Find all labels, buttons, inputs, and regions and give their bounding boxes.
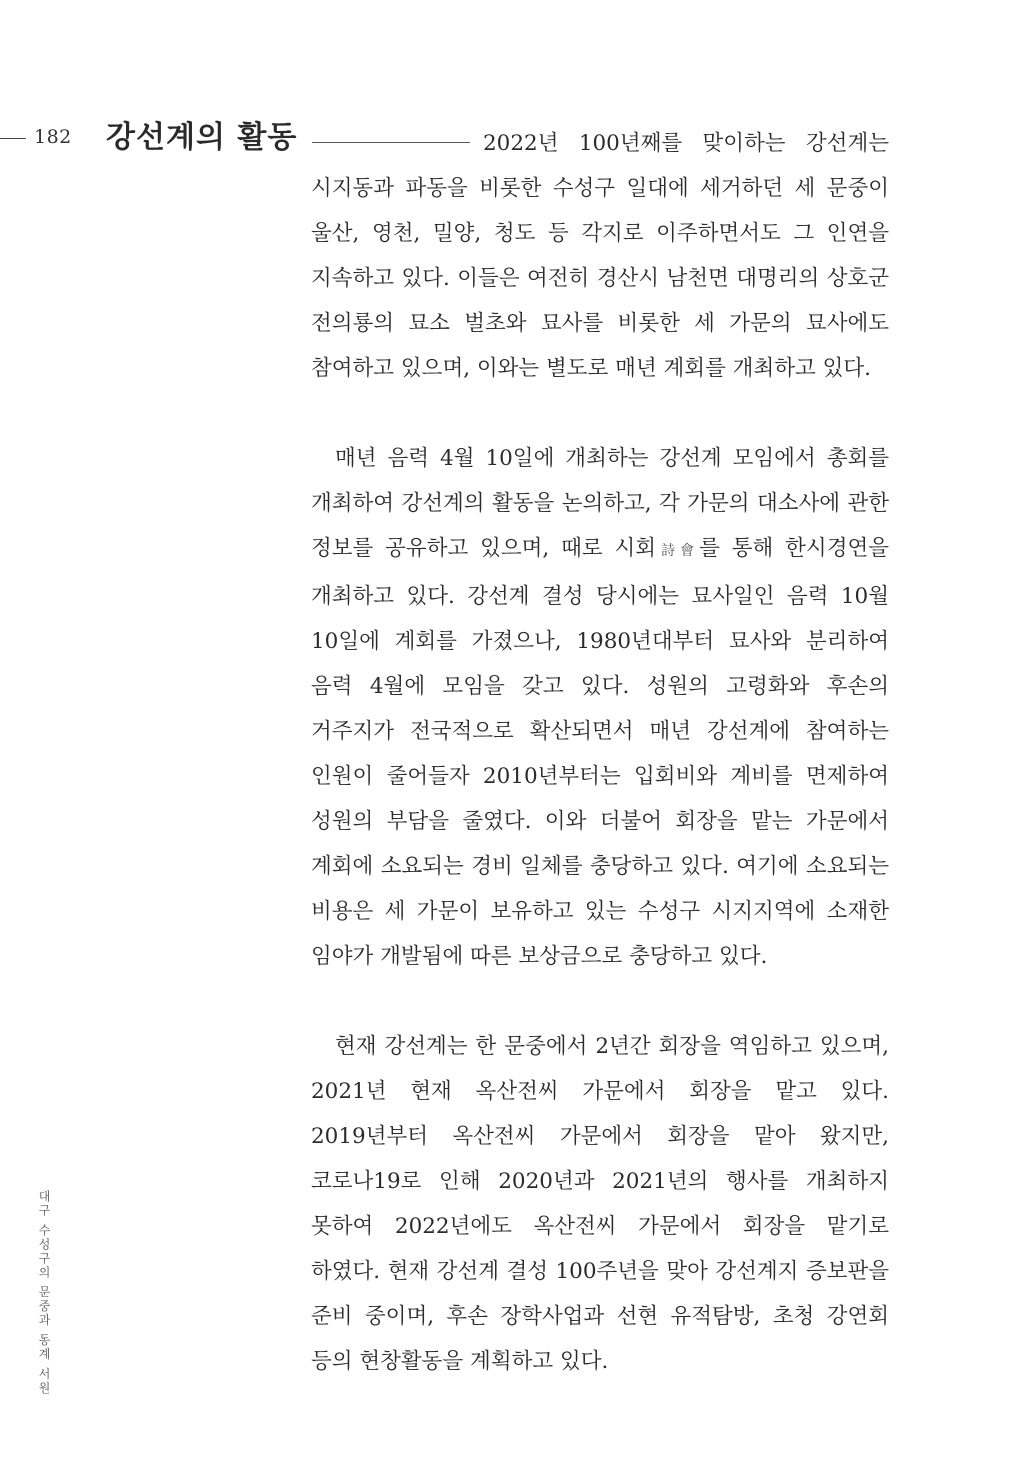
page-number-rule — [0, 138, 26, 139]
paragraph-gap — [311, 391, 889, 436]
side-caption: 대구 수성구의 문중과 동계 서원 — [37, 1190, 51, 1396]
paragraph-2-text-b: 를 통해 한시경연을 개최하고 있다. 강선계 결성 당시에는 묘사일인 음력 10월 10일에 계회를 가졌으나, 1980년대부터 묘사와 분리하여 음력 4월에 모임을 갖고 있다. 성원의 고령화와 후손의 거주지가 전국적으로 확산되면서 매년 강선계에 참여하는 인원이 줄어들자 2010년부터는 입회비와 계비를 면제하여 성원의 부담을 줄였다. 이와 더불어 회장을 맡는 가문에서 계회에 소요되는 경비 일체를 충당하고 있다. 여기에 소요되는 비용은 세 가문이 보유하고 있는 수성구 시지지역에 소재한 임야가 개발됨에 따른 보상금으로 충당하고 있다. — [311, 536, 889, 969]
paragraph-1: 2022년 100년째를 맞이하는 강선계는 시지동과 파동을 비롯한 수성구 일대에 세거하던 세 문중이 울산, 영천, 밀양, 청도 등 각지로 이주하면서도 그 인연을 지속하고 있다. 이들은 여전히 경산시 남천면 대명리의 상호군 전의룡의 묘소 벌초와 묘사를 비롯한 세 가문의 묘사에도 참여하고 있으며, 이와는 별도로 매년 계회를 개최하고 있다. — [311, 131, 889, 381]
paragraph-gap — [311, 979, 889, 1024]
paragraph-2-text-a: 매년 음력 4월 10일에 개최하는 강선계 모임에서 총회를 개최하여 강선계의 활동을 논의하고, 각 가문의 대소사에 관한 정보를 공유하고 있으며, 때로 시회 — [311, 446, 889, 561]
paragraph-3: 현재 강선계는 한 문중에서 2년간 회장을 역임하고 있으며, 2021년 현재 옥산전씨 가문에서 회장을 맡고 있다. 2019년부터 옥산전씨 가문에서 회장을 맡아 왔지만, 코로나19로 인해 2020년과 2021년의 행사를 개최하지 못하여 2022년에도 옥산전씨 가문에서 회장을 맡기로 하였다. 현재 강선계 결성 100주년을 맞아 강선계지 증보판을 준비 중이며, 후손 장학사업과 선현 유적탐방, 초청 강연회 등의 현창활동을 계획하고 있다. — [311, 1034, 889, 1374]
body-text — [311, 121, 889, 1384]
paragraph-2 — [311, 436, 889, 979]
page-number: 182 — [34, 126, 72, 148]
paragraph-2-hanja: 詩會 — [656, 543, 700, 559]
section-title: 강선계의 활동 — [106, 120, 298, 155]
